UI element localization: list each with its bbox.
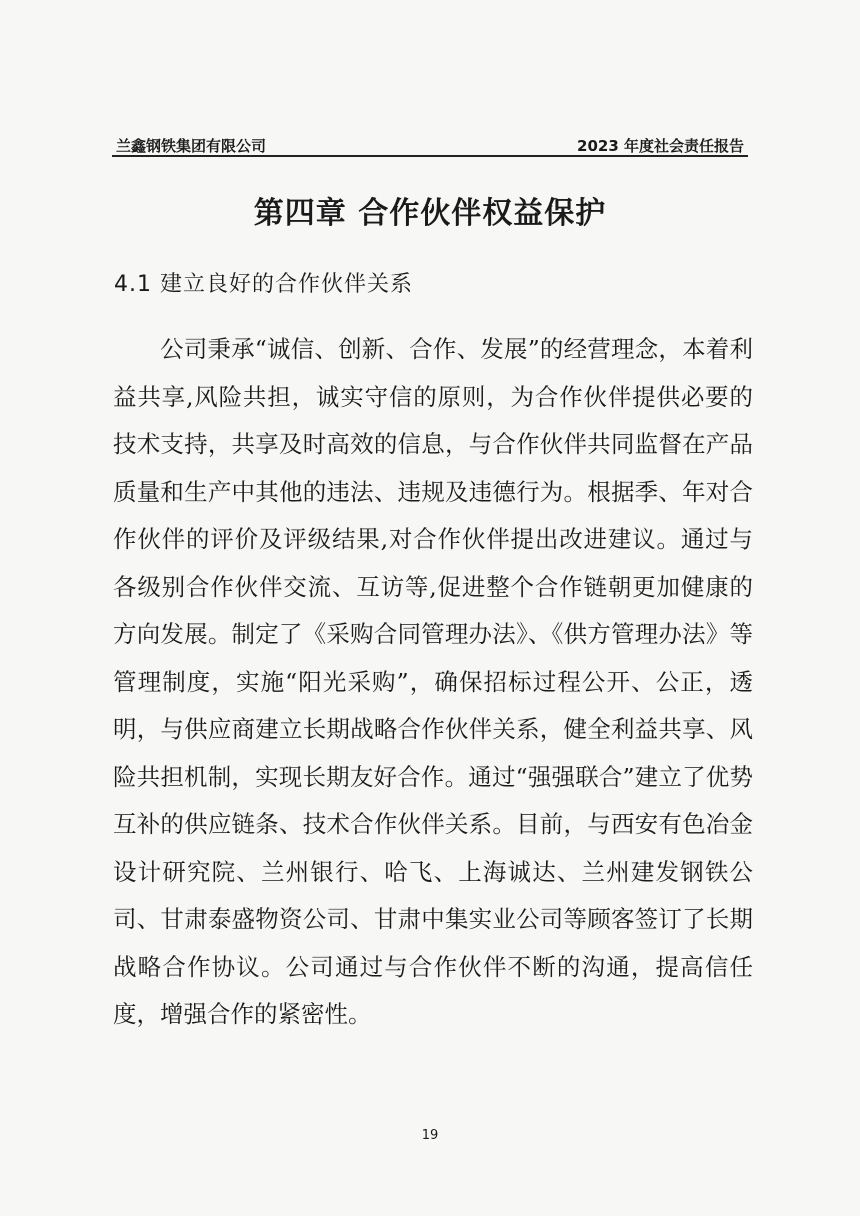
page-number: 19 <box>421 1128 439 1143</box>
section-title: 4.1 建立良好的合作伙伴关系 <box>114 272 413 297</box>
body-paragraph: 公司秉承“诚信、创新、合作、发展”的经营理念，本着利益共享,风险共担，诚实守信的原则，为合作伙伴提供必要的技术支持，共享及时高效的信息，与合作伙伴共同监督在产品质量和生产中其他的违法、违规及违德行为。根据季、年对合作伙伴的评价及评级结果,对合作伙伴提出改进建议。通过与各级别合作伙伴交流、互访等,促进整个合作链朝更加健康的方向发展。制定了《采购合同管理办法》、《供方管理办法》等管理制度，实施“阳光采购”，确保招标过程公开、公正，透明，与供应商建立长期战略合作伙伴关系，健全利益共享、风险共担机制，实现长期友好合作。通过“强强联合”建立了优势互补的供应链条、技术合作伙伴关系。目前，与西安有色冶金设计研究院、兰州银行、哈飞、上海诚达、兰州建发钢铁公司、甘肃泰盛物资公司、甘肃中集实业公司等顾客签订了长期战略合作协议。公司通过与合作伙伴不断的沟通，提高信任度，增强合作的紧密性。 <box>113 335 753 1028</box>
page-header <box>112 131 748 157</box>
chapter-title: 第四章 合作伙伴权益保护 <box>253 196 607 231</box>
header-report-title: 2023 年度社会责任报告 <box>577 137 744 155</box>
header-company-name: 兰鑫钢铁集团有限公司 <box>116 137 267 155</box>
